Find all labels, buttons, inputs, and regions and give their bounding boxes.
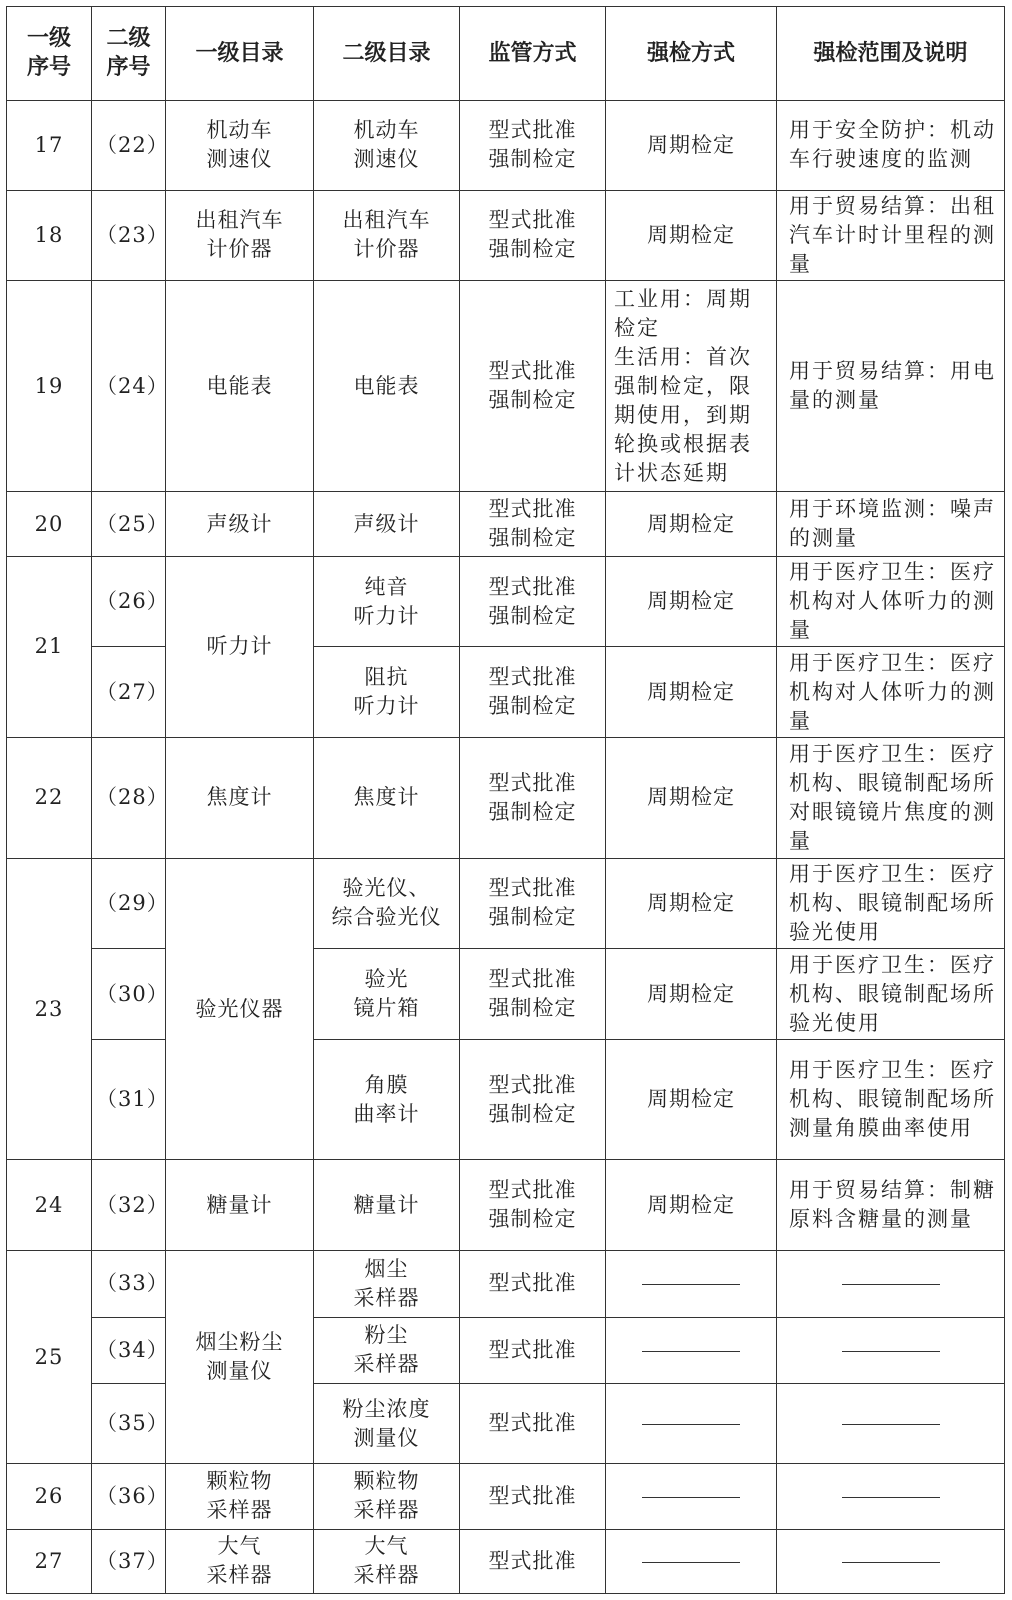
table-row xyxy=(7,1160,1005,1251)
row-category2: 糖量计 xyxy=(314,1160,460,1251)
header-level2-category: 二级目录 xyxy=(314,7,460,101)
row-supervision: 型式批准 强制检定 xyxy=(460,100,606,190)
table-row xyxy=(7,1529,1005,1593)
row-no: 26 xyxy=(7,1464,92,1529)
row-category1: 糖量计 xyxy=(166,1160,314,1251)
row-category1: 烟尘粉尘 测量仪 xyxy=(166,1251,314,1464)
row-category2: 验光 镜片箱 xyxy=(314,949,460,1040)
row-sub-no: （27） xyxy=(92,647,166,738)
row-scope-empty xyxy=(777,1529,1005,1593)
row-sub-no: （32） xyxy=(92,1160,166,1251)
row-method-empty xyxy=(606,1529,777,1593)
table-header-row xyxy=(7,7,1005,101)
table-row xyxy=(7,1464,1005,1529)
row-category2: 焦度计 xyxy=(314,738,460,858)
row-category2: 角膜 曲率计 xyxy=(314,1040,460,1160)
row-category1: 机动车 测速仪 xyxy=(166,100,314,190)
row-no: 27 xyxy=(7,1529,92,1593)
row-sub-no: （24） xyxy=(92,281,166,492)
row-scope: 用于安全防护：机动车行驶速度的监测 xyxy=(777,100,1005,190)
row-scope-empty xyxy=(777,1383,1005,1464)
dash-line xyxy=(642,1284,740,1285)
row-method: 周期检定 xyxy=(606,190,777,281)
row-sub-no: （31） xyxy=(92,1040,166,1160)
row-sub-no: （35） xyxy=(92,1383,166,1464)
dash-line xyxy=(842,1497,940,1498)
row-method: 周期检定 xyxy=(606,1160,777,1251)
row-category2: 验光仪、 综合验光仪 xyxy=(314,858,460,949)
row-category1: 验光仪器 xyxy=(166,858,314,1160)
row-no: 25 xyxy=(7,1251,92,1464)
row-method-empty xyxy=(606,1383,777,1464)
header-level1-category: 一级目录 xyxy=(166,7,314,101)
row-category2: 粉尘浓度 测量仪 xyxy=(314,1383,460,1464)
row-method: 周期检定 xyxy=(606,738,777,858)
row-sub-no: （25） xyxy=(92,492,166,556)
row-category1: 声级计 xyxy=(166,492,314,556)
row-scope: 用于贸易结算：制糖原料含糖量的测量 xyxy=(777,1160,1005,1251)
row-supervision: 型式批准 强制检定 xyxy=(460,647,606,738)
row-scope: 用于医疗卫生：医疗机构、眼镜制配场所验光使用 xyxy=(777,949,1005,1040)
row-supervision: 型式批准 xyxy=(460,1529,606,1593)
row-method-empty xyxy=(606,1464,777,1529)
row-category2: 电能表 xyxy=(314,281,460,492)
row-category1: 出租汽车 计价器 xyxy=(166,190,314,281)
row-category2: 颗粒物 采样器 xyxy=(314,1464,460,1529)
row-scope-empty xyxy=(777,1251,1005,1317)
row-method: 周期检定 xyxy=(606,1040,777,1160)
row-scope: 用于贸易结算：用电量的测量 xyxy=(777,281,1005,492)
dash-line xyxy=(842,1351,940,1352)
row-supervision: 型式批准 xyxy=(460,1464,606,1529)
dash-line xyxy=(842,1562,940,1563)
row-category1: 听力计 xyxy=(166,556,314,738)
row-sub-no: （37） xyxy=(92,1529,166,1593)
row-supervision: 型式批准 强制检定 xyxy=(460,190,606,281)
row-scope-empty xyxy=(777,1464,1005,1529)
table-row xyxy=(7,1317,1005,1383)
row-no: 22 xyxy=(7,738,92,858)
row-category1: 颗粒物 采样器 xyxy=(166,1464,314,1529)
table-row xyxy=(7,281,1005,492)
row-sub-no: （33） xyxy=(92,1251,166,1317)
row-category2: 大气 采样器 xyxy=(314,1529,460,1593)
row-supervision: 型式批准 强制检定 xyxy=(460,492,606,556)
row-scope: 用于医疗卫生：医疗机构、眼镜制配场所验光使用 xyxy=(777,858,1005,949)
row-method: 工业用：周期检定 生活用：首次强制检定，限期使用，到期轮换或根据表计状态延期 xyxy=(606,281,777,492)
row-category2: 阻抗 听力计 xyxy=(314,647,460,738)
row-supervision: 型式批准 强制检定 xyxy=(460,949,606,1040)
row-supervision: 型式批准 强制检定 xyxy=(460,1040,606,1160)
table-row xyxy=(7,1251,1005,1317)
row-scope: 用于环境监测：噪声的测量 xyxy=(777,492,1005,556)
row-method: 周期检定 xyxy=(606,556,777,647)
header-supervision: 监管方式 xyxy=(460,7,606,101)
row-supervision: 型式批准 强制检定 xyxy=(460,1160,606,1251)
row-no: 24 xyxy=(7,1160,92,1251)
table-row xyxy=(7,1040,1005,1160)
row-category1: 大气 采样器 xyxy=(166,1529,314,1593)
row-no: 23 xyxy=(7,858,92,1160)
row-sub-no: （28） xyxy=(92,738,166,858)
metrology-instrument-table xyxy=(6,6,1005,1594)
row-method-empty xyxy=(606,1317,777,1383)
table-row xyxy=(7,1383,1005,1464)
row-method: 周期检定 xyxy=(606,100,777,190)
table-row xyxy=(7,190,1005,281)
row-supervision: 型式批准 xyxy=(460,1251,606,1317)
table-row xyxy=(7,100,1005,190)
row-category2: 声级计 xyxy=(314,492,460,556)
row-supervision: 型式批准 强制检定 xyxy=(460,858,606,949)
row-sub-no: （36） xyxy=(92,1464,166,1529)
row-sub-no: （34） xyxy=(92,1317,166,1383)
table-row xyxy=(7,556,1005,647)
row-supervision: 型式批准 xyxy=(460,1383,606,1464)
row-no: 21 xyxy=(7,556,92,738)
dash-line xyxy=(642,1562,740,1563)
row-sub-no: （23） xyxy=(92,190,166,281)
row-no: 19 xyxy=(7,281,92,492)
row-scope: 用于医疗卫生：医疗机构对人体听力的测量 xyxy=(777,556,1005,647)
row-supervision: 型式批准 强制检定 xyxy=(460,281,606,492)
row-sub-no: （26） xyxy=(92,556,166,647)
row-category2: 出租汽车 计价器 xyxy=(314,190,460,281)
dash-line xyxy=(642,1351,740,1352)
row-scope: 用于贸易结算：出租汽车计时计里程的测量 xyxy=(777,190,1005,281)
table-row xyxy=(7,492,1005,556)
row-no: 20 xyxy=(7,492,92,556)
dash-line xyxy=(842,1284,940,1285)
row-scope: 用于医疗卫生：医疗机构、眼镜制配场所对眼镜镜片焦度的测量 xyxy=(777,738,1005,858)
dash-line xyxy=(642,1497,740,1498)
header-inspection-method: 强检方式 xyxy=(606,7,777,101)
header-level2-no: 二级 序号 xyxy=(92,7,166,101)
row-scope: 用于医疗卫生：医疗机构对人体听力的测量 xyxy=(777,647,1005,738)
table-row xyxy=(7,949,1005,1040)
dash-line xyxy=(842,1424,940,1425)
row-no: 18 xyxy=(7,190,92,281)
row-method: 周期检定 xyxy=(606,858,777,949)
row-method: 周期检定 xyxy=(606,949,777,1040)
table-row xyxy=(7,738,1005,858)
header-level1-no: 一级 序号 xyxy=(7,7,92,101)
row-category2: 烟尘 采样器 xyxy=(314,1251,460,1317)
row-method: 周期检定 xyxy=(606,492,777,556)
row-method: 周期检定 xyxy=(606,647,777,738)
row-category2: 粉尘 采样器 xyxy=(314,1317,460,1383)
table-row xyxy=(7,647,1005,738)
row-supervision: 型式批准 强制检定 xyxy=(460,556,606,647)
row-supervision: 型式批准 强制检定 xyxy=(460,738,606,858)
table-row xyxy=(7,858,1005,949)
row-scope: 用于医疗卫生：医疗机构、眼镜制配场所测量角膜曲率使用 xyxy=(777,1040,1005,1160)
row-no: 17 xyxy=(7,100,92,190)
row-sub-no: （22） xyxy=(92,100,166,190)
row-method-empty xyxy=(606,1251,777,1317)
row-scope-empty xyxy=(777,1317,1005,1383)
row-supervision: 型式批准 xyxy=(460,1317,606,1383)
row-category2: 纯音 听力计 xyxy=(314,556,460,647)
header-scope: 强检范围及说明 xyxy=(777,7,1005,101)
row-category2: 机动车 测速仪 xyxy=(314,100,460,190)
dash-line xyxy=(642,1424,740,1425)
row-sub-no: （29） xyxy=(92,858,166,949)
row-category1: 电能表 xyxy=(166,281,314,492)
row-sub-no: （30） xyxy=(92,949,166,1040)
row-category1: 焦度计 xyxy=(166,738,314,858)
